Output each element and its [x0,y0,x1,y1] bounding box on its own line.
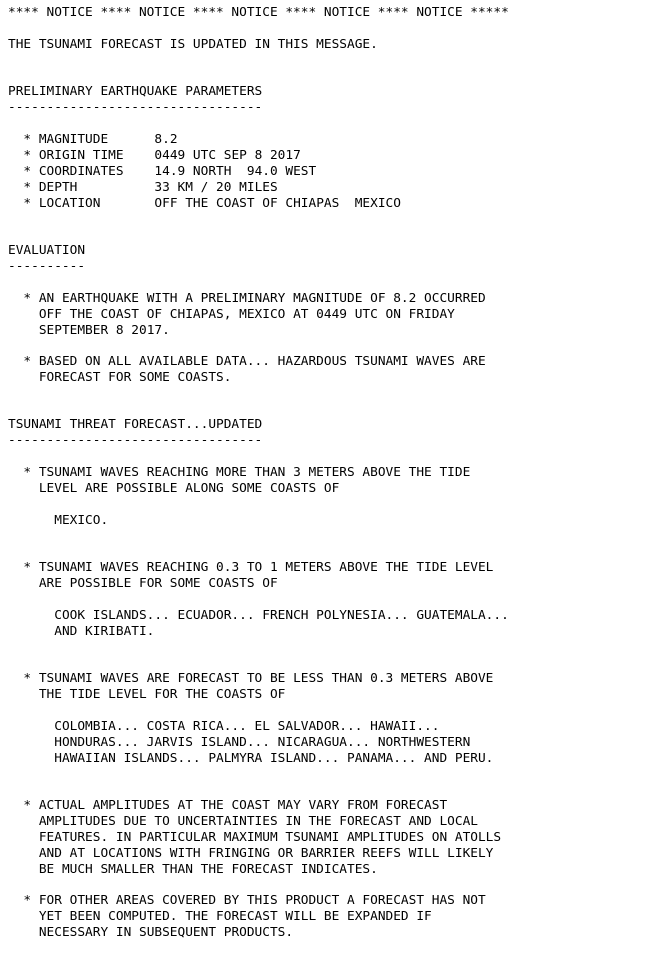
param-label: COORDINATES [38,164,124,179]
bullet-line: * TSUNAMI WAVES ARE FORECAST TO BE LESS THAN 0.3 METERS ABOVE [8,671,494,686]
param-value: OFF THE COAST OF CHIAPAS MEXICO [154,196,401,211]
affected-places: MEXICO. [54,513,109,528]
param-value: 14.9 NORTH 94.0 WEST [154,164,317,179]
bullet-line: OFF THE COAST OF CHIAPAS, MEXICO AT 0449 UTC ON FRIDAY [38,307,455,322]
parameters-underline: --------------------------------- [8,100,263,115]
bullet-line: SEPTEMBER 8 2017. [38,323,170,338]
bullet-line: THE TIDE LEVEL FOR THE COASTS OF [38,687,286,702]
bullet-line: AND AT LOCATIONS WITH FRINGING OR BARRIER REEFS WILL LIKELY [38,846,494,861]
bullet-line: NECESSARY IN SUBSEQUENT PRODUCTS. [38,925,294,940]
intro-line: THE TSUNAMI FORECAST IS UPDATED IN THIS MESSAGE. [8,37,378,52]
param-row-location: * LOCATION OFF THE COAST OF CHIAPAS MEXICO [8,196,401,211]
param-row-magnitude: * MAGNITUDE 8.2 [8,132,178,147]
threat-heading: TSUNAMI THREAT FORECAST...UPDATED [8,417,263,432]
notice-banner: **** NOTICE **** NOTICE **** NOTICE **** NOTICE **** NOTICE ***** [8,5,509,20]
bullet-line: BE MUCH SMALLER THAN THE FORECAST INDICATES. [38,862,378,877]
param-label: ORIGIN TIME [38,148,124,163]
affected-places: HONDURAS... JARVIS ISLAND... NICARAGUA... NORTHWESTERN [54,735,471,750]
bullet-line: ARE POSSIBLE FOR SOME COASTS OF [38,576,278,591]
bullet-line: * TSUNAMI WAVES REACHING 0.3 TO 1 METERS ABOVE THE TIDE LEVEL [8,560,494,575]
bullet-line: * AN EARTHQUAKE WITH A PRELIMINARY MAGNITUDE OF 8.2 OCCURRED [8,291,486,306]
affected-places: HAWAIIAN ISLANDS... PALMYRA ISLAND... PANAMA... AND PERU. [54,751,494,766]
bullet-line: * TSUNAMI WAVES REACHING MORE THAN 3 METERS ABOVE THE TIDE [8,465,471,480]
threat-underline: --------------------------------- [8,433,263,448]
param-row-depth: * DEPTH 33 KM / 20 MILES [8,180,278,195]
parameters-heading: PRELIMINARY EARTHQUAKE PARAMETERS [8,84,263,99]
param-value: 33 KM / 20 MILES [154,180,278,195]
param-label: MAGNITUDE [38,132,109,147]
evaluation-heading: EVALUATION [8,243,86,258]
affected-places: COOK ISLANDS... ECUADOR... FRENCH POLYNESIA... GUATEMALA... [54,608,509,623]
evaluation-underline: ---------- [8,259,86,274]
affected-places: COLOMBIA... COSTA RICA... EL SALVADOR... HAWAII... [54,719,440,734]
bullet-line: LEVEL ARE POSSIBLE ALONG SOME COASTS OF [38,481,340,496]
param-row-origin-time: * ORIGIN TIME 0449 UTC SEP 8 2017 [8,148,301,163]
bullet-line: * ACTUAL AMPLITUDES AT THE COAST MAY VARY FROM FORECAST [8,798,448,813]
param-value: 0449 UTC SEP 8 2017 [154,148,301,163]
bullet-line: FEATURES. IN PARTICULAR MAXIMUM TSUNAMI AMPLITUDES ON ATOLLS [38,830,502,845]
param-value: 8.2 [154,132,178,147]
affected-places: AND KIRIBATI. [54,624,155,639]
bullet-line: YET BEEN COMPUTED. THE FORECAST WILL BE EXPANDED IF [38,909,432,924]
param-row-coordinates: * COORDINATES 14.9 NORTH 94.0 WEST [8,164,317,179]
bullet-line: AMPLITUDES DUE TO UNCERTAINTIES IN THE FORECAST AND LOCAL [38,814,478,829]
bullet-line: FORECAST FOR SOME COASTS. [38,370,232,385]
param-label: DEPTH [38,180,78,195]
param-label: LOCATION [38,196,101,211]
bullet-line: * BASED ON ALL AVAILABLE DATA... HAZARDOUS TSUNAMI WAVES ARE [8,354,486,369]
bullet-line: * FOR OTHER AREAS COVERED BY THIS PRODUCT A FORECAST HAS NOT [8,893,486,908]
